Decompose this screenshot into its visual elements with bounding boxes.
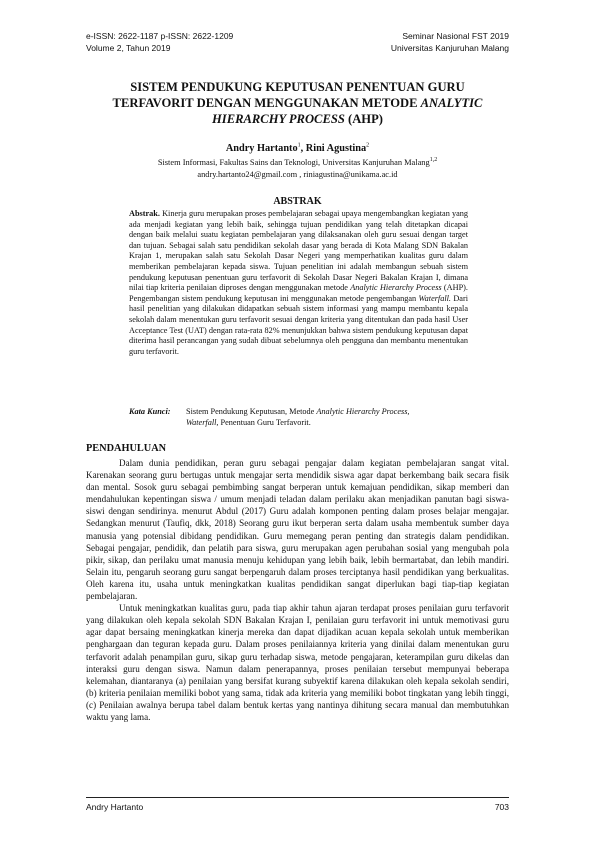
- title-line-1: SISTEM PENDUKUNG KEPUTUSAN PENENTUAN GURU: [130, 80, 465, 94]
- author-separator: ,: [300, 143, 306, 154]
- paper-title: [86, 79, 509, 127]
- affiliation-sup: 1,2: [429, 157, 438, 164]
- issn-line: e-ISSN: 2622-1187 p-ISSN: 2622-1209: [86, 31, 234, 41]
- keywords-values: [129, 406, 468, 428]
- body-paragraph-2: Untuk meningkatkan kualitas guru, pada tiap akhir tahun ajaran terdapat proses penilaian guru terfavorit yang dilakukan oleh kepala sekolah SDN Bakalan Krajan I, penilaian guru terfavorit ini untuk memotivasi guru agar dapat bersaing meningkatkan kinerja mereka dan dapat dijadikan acuan kepala sekolah untuk memberikan penghargaan dan teguran kepada guru. Dalam proses penilaiannya kriteria yang dinilai dalam menentukan guru terfavorit adalah penampilan guru, sikap guru terhadap siswa, metode pengajaran, keterampilan guru dikelas dan interaksi guru dengan siswa. Namun dalam penerapannya, proses penilaian tersebut mempunyai beberapa kelemahan, diantaranya (a) penilaian yang bersifat kurang subyektif karena dilakukan oleh kepala sekolah sendiri, (b) kriteria penilaian memiliki bobot yang sama, tidak ada kriteria yang memiliki bobot tingkatan yang lebih tinggi, (c) Penilaian awalnya berupa tabel dalam bentuk kertas yang nantinya dihitung secara manual dan membutuhkan waktu yang lama.: [86, 603, 509, 722]
- keywords-italic-a: Analytic Hierarchy Process,: [316, 407, 410, 416]
- body-paragraph-1: Dalam dunia pendidikan, peran guru sebagai pengajar dalam kegiatan pembelajaran sangat vital. Karenakan seorang guru bertugas untuk mengajar serta mendidik siswa agar dapat berkembang baik secara fisik dan mental. Sosok guru sebagai pembimbing sangat berperan untuk kemajuan pendidikan, sikap memberi dan mendahulukan kepentingan siswa / umum menjadi teladan dalam perilaku akan menjadikan panutan bagi siswa-siswi dengan sendirinya. menurut Abdul (2017) Guru adalah komponen penting dalam proses belajar mengajar. Sedangkan menurut (Taufiq, dkk, 2018) Seorang guru ikut berperan serta dalam usaha membentuk sumber daya manusia yang potensial dibidang pendidikan. Guru memegang peran penting dan strategis dalam pendidikan. Sebagai pengajar, pendidik, dan pelatih para siswa, guru merupakan agen perubahan sosial yang mengubah pola pikir, sikap, dan perilaku umat manusia menuju kehidupan yang lebih baik, lebih bermartabat, dan lebih mandiri. Selain itu, pengaruh seorang guru sangat berpengaruh dalam proses terciptanya hasil pendidikan yang berkualitas. Oleh karena itu, usaha untuk meningkatkan kualitas pendidikan sangat diperlukan bagi tiap-tiap kegiatan pembelajaran.: [86, 458, 509, 602]
- abstract-text: [129, 209, 468, 357]
- author-2: Rini Agustina: [305, 143, 367, 154]
- body-text: [86, 457, 509, 723]
- emails-line: andry.hartanto24@gmail.com , riniagustina@unikama.ac.id: [197, 170, 398, 179]
- affiliation-block: [86, 157, 509, 181]
- abstract-heading: ABSTRAK: [273, 196, 322, 207]
- abstract-label: Abstrak.: [129, 209, 160, 218]
- title-line-3: [86, 111, 509, 127]
- keywords-label: Kata Kunci:: [129, 407, 171, 416]
- title-line-2: [86, 95, 509, 111]
- author-list: [86, 143, 509, 155]
- title-line-3-italic: HIERARCHY PROCESS: [212, 112, 345, 126]
- abstract-part-b: (AHP). Pengembangan sistem pendukung keputusan ini menggunakan metode pengembangan: [129, 283, 468, 303]
- footer-author: Andry Hartanto: [86, 802, 144, 812]
- keywords-block: [129, 406, 468, 428]
- affiliation-text: Sistem Informasi, Fakultas Sains dan Teknologi, Universitas Kanjuruhan Malang: [157, 158, 430, 167]
- abstract-italic-waterfall: Waterfall.: [418, 293, 451, 303]
- keywords-text-a: Sistem Pendukung Keputusan, Metode: [186, 407, 317, 416]
- title-line-2-text: TERFAVORIT DENGAN MENGGUNAKAN METODE: [112, 96, 421, 110]
- author-1: Andry Hartanto: [225, 143, 298, 154]
- abstract-part-c: Dari hasil penelitian yang dilakukan didapatkan sebuah sistem informasi yang mampu membantu kepala sekolah dalam menentukan guru terfavorit sesuai dengan kriteria yang ditentukan dan pada hasil User Acceptance Test (UAT) dengan rata-rata 82% menunjukkan bahwa sistem pendukung keputusan dapat diterima hasil perancangan yang sudah dibuat sebelumnya oleh pengguna dan membantu menentukan guru terfavorit.: [129, 293, 468, 356]
- keywords-italic-b: Waterfall: [186, 418, 217, 427]
- page-number: 703: [494, 802, 509, 812]
- abstract-part-a: Kinerja guru merupakan proses pembelajaran sebagai upaya mengembangkan kegiatan yang ada menjadi kegiatan yang lebih baik, sehingga tujuan pendidikan yang telah ditetapkan dicapai dengan baik melalui suatu kegiatan pembelajaran yang dilaksanakan oleh guru sesuai dengan target dan tujuan. Sebagai salah satu pendidikan sekolah dasar yang berada di Kota Malang SDN Bakalan Krajan 1, merupakan salah satu Sekolah Dasar Negeri yang memperhatikan kualitas guru dalam memberikan pembelajaran kepada siswa. Tujuan penelitian ini adalah membangun sebuah sistem pendukung keputusan penentuan guru terfavorit di Sekolah Dasar Negeri Bakalan Krajan I, dimana nilai tiap kriteria penilaian diproses dengan menggunakan metode: [129, 209, 468, 293]
- running-header-right: [391, 30, 509, 54]
- section-heading: PENDAHULUAN: [86, 443, 167, 454]
- title-line-3-text: (AHP): [344, 112, 383, 126]
- author-2-sup: 2: [366, 142, 370, 149]
- keywords-text-b: , Penentuan Guru Terfavorit.: [216, 418, 311, 427]
- seminar-line: Seminar Nasional FST 2019: [402, 31, 509, 41]
- university-line: Universitas Kanjuruhan Malang: [390, 43, 509, 53]
- title-line-2-italic: ANALYTIC: [420, 96, 483, 110]
- footer-rule: [86, 797, 509, 798]
- abstract-italic-ahp: Analytic Hierarchy Process: [350, 283, 442, 293]
- author-1-sup: 1: [297, 142, 301, 149]
- running-header-left: [86, 30, 233, 54]
- volume-line: Volume 2, Tahun 2019: [86, 43, 171, 53]
- affiliation-line: [86, 157, 509, 169]
